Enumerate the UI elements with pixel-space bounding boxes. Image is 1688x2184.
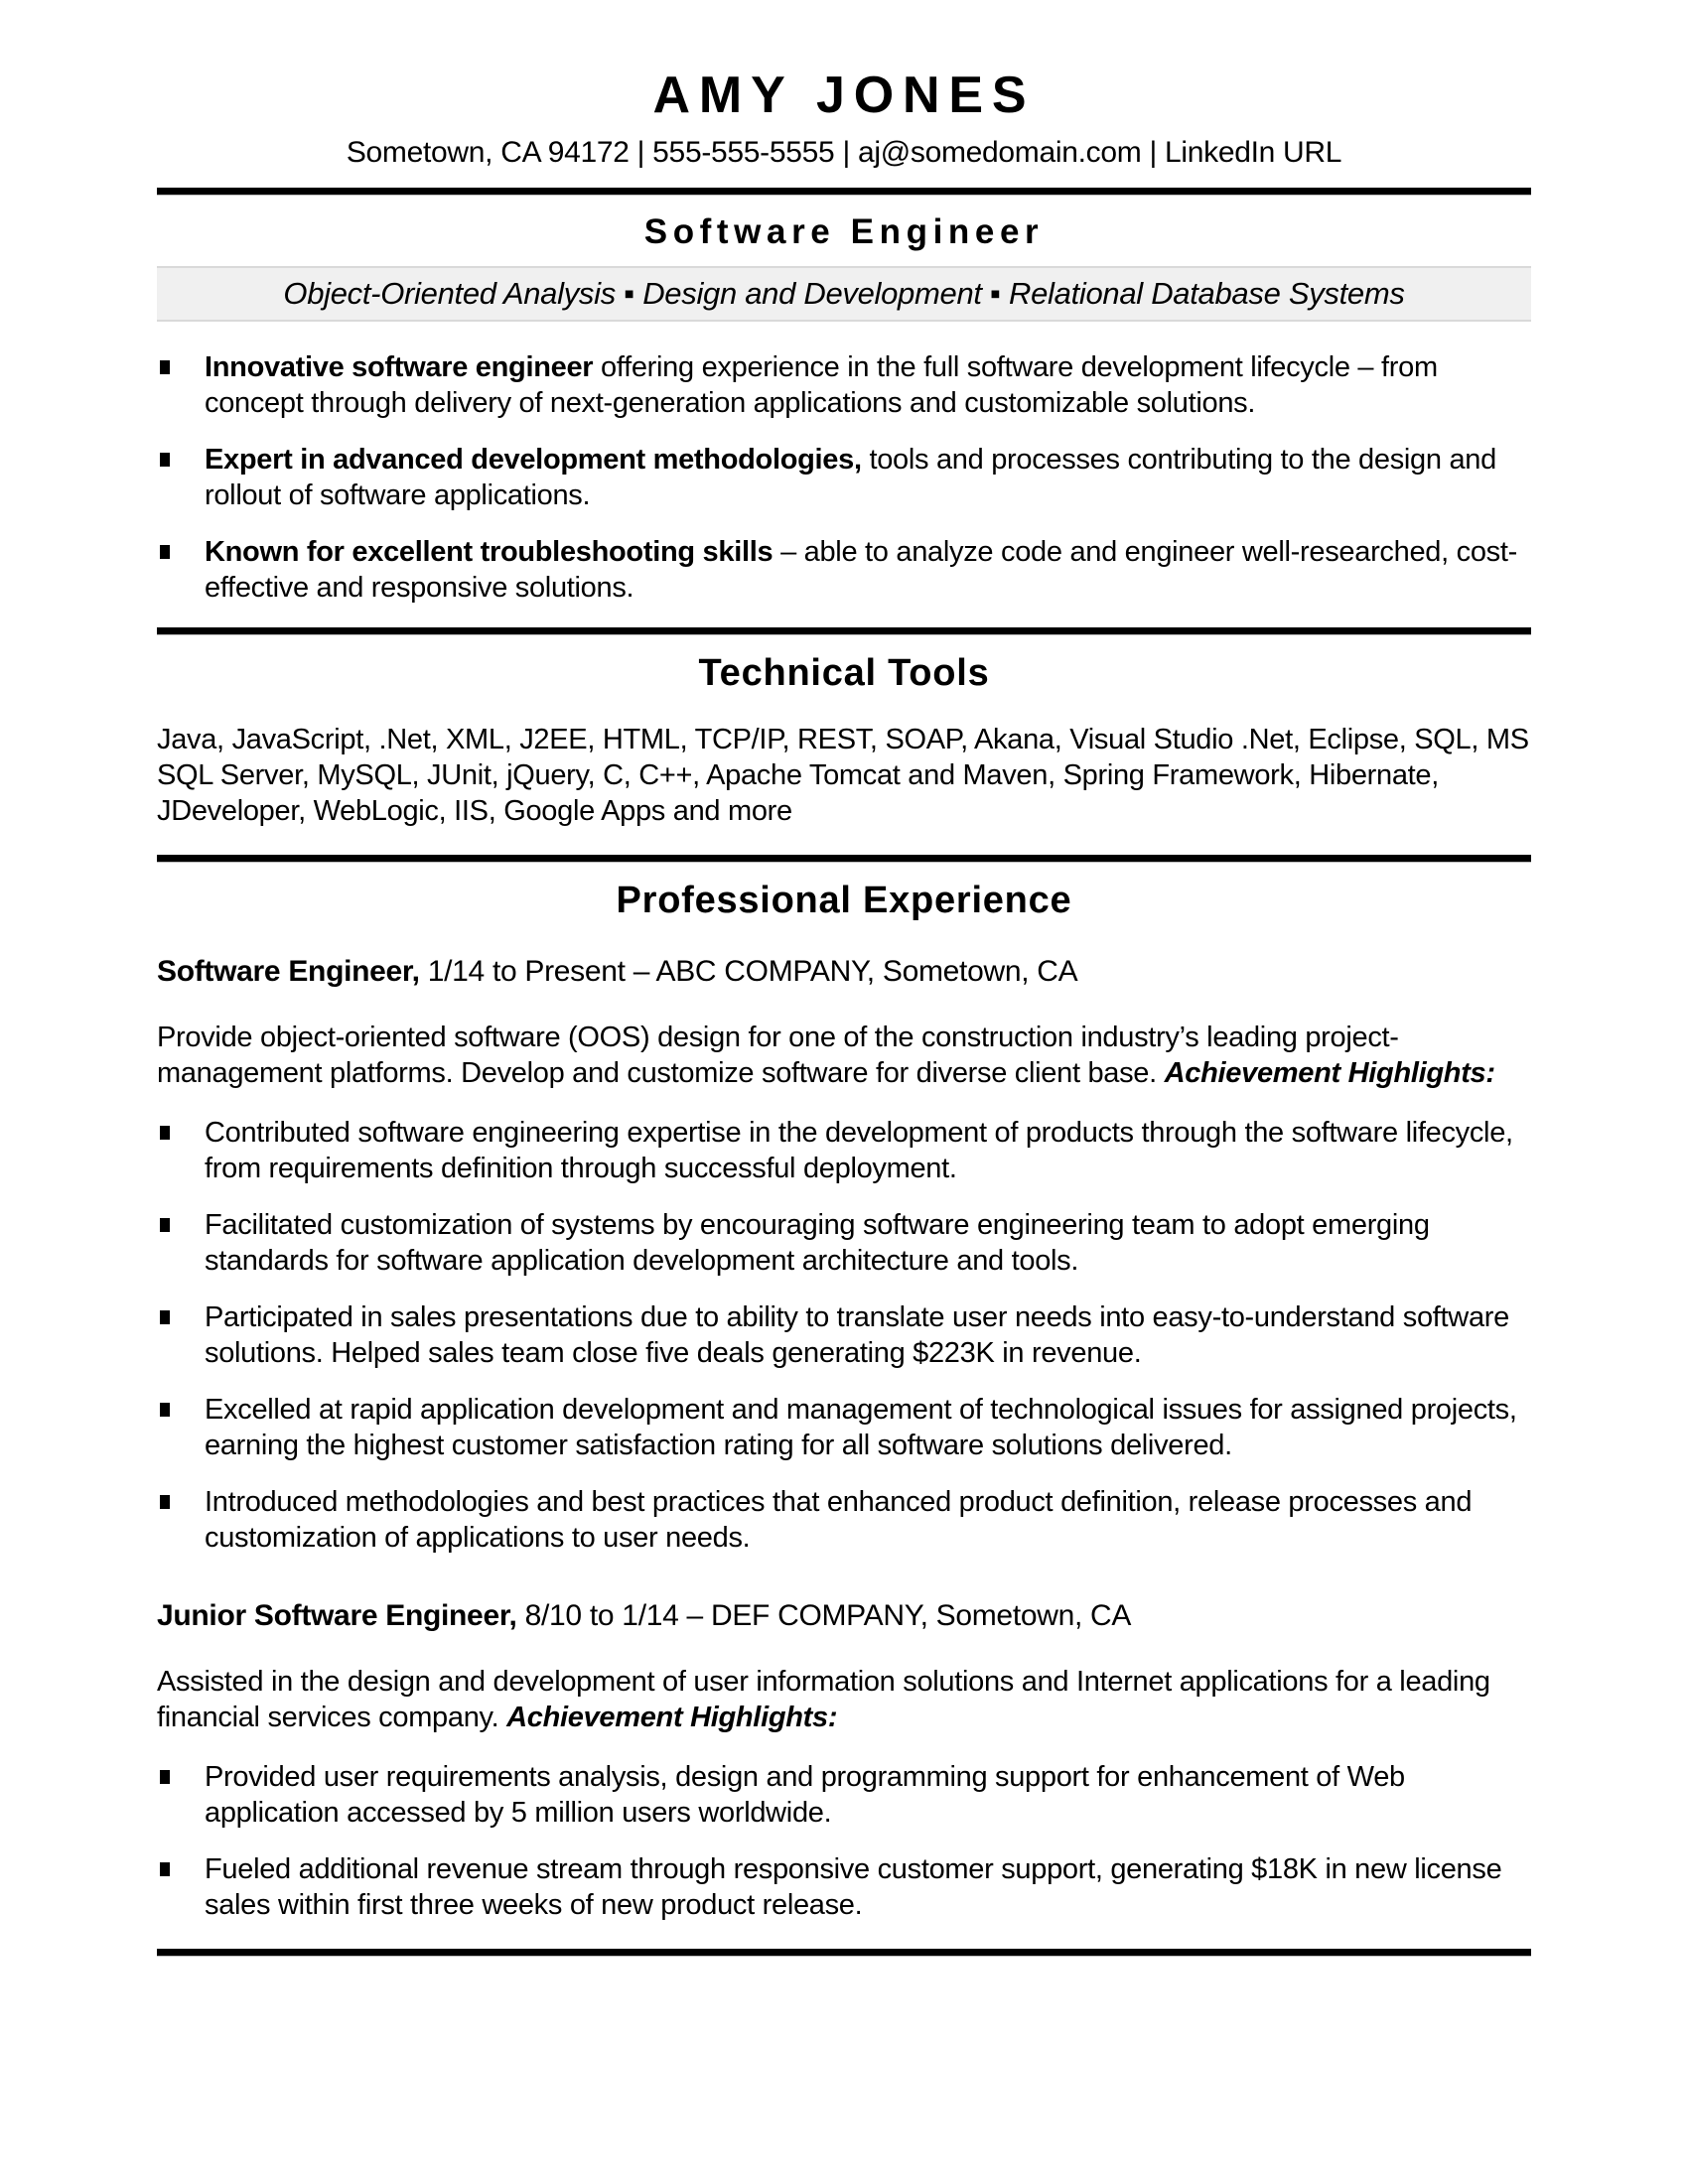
job-bullet xyxy=(157,1207,1531,1279)
job-bullet xyxy=(157,1392,1531,1463)
job-title-line: Software Engineer, 1/14 to Present – ABC COMPANY, Sometown, CA xyxy=(157,955,1078,988)
bullet-square-icon xyxy=(160,1403,170,1417)
job-bullet-text: Excelled at rapid application development and management of technological issues for assigned projects, earning the highest customer satisfaction rating for all software solutions delivered. xyxy=(205,1394,1517,1461)
job-description: Provide object-oriented software (OOS) design for one of the construction industry’s leading project- management platforms. Develop and customize software for diverse client base. Achievement Highlights: xyxy=(157,1022,1495,1089)
role-title: Software Engineer xyxy=(643,212,1045,251)
achievement-highlights-label: Achievement Highlights: xyxy=(1164,1057,1495,1089)
job-bullet xyxy=(157,1115,1531,1186)
horizontal-divider xyxy=(157,627,1531,635)
candidate-name: AMY JONES xyxy=(652,67,1036,124)
horizontal-divider xyxy=(157,855,1531,863)
bullet-square-icon xyxy=(160,1770,170,1784)
job-bullet xyxy=(157,1851,1531,1923)
summary-bullet-list xyxy=(157,349,1531,606)
summary-bullet xyxy=(157,534,1531,606)
job-bullet-text: Contributed software engineering expertise in the development of products through the software lifecycle, from requirements definition through successful deployment. xyxy=(205,1117,1513,1184)
job-bullet-text: Participated in sales presentations due to ability to translate user needs into easy-to-understand software solutions. Helped sales team close five deals generating $223K in revenue. xyxy=(205,1301,1509,1369)
summary-bullet-text: Known for excellent troubleshooting skills – able to analyze code and engineer well-researched, cost-effective and responsive solutions. xyxy=(205,536,1517,604)
job-bullet-text: Fueled additional revenue stream through responsive customer support, generating $18K in new license sales within first three weeks of new product release. xyxy=(205,1853,1502,1921)
horizontal-divider xyxy=(157,188,1531,196)
job-title-line: Junior Software Engineer, 8/10 to 1/14 – DEF COMPANY, Sometown, CA xyxy=(157,1599,1132,1632)
job-bullet xyxy=(157,1484,1531,1556)
job-bullet-list xyxy=(157,1759,1531,1923)
bullet-square-icon xyxy=(160,360,170,374)
bullet-square-icon xyxy=(160,1126,170,1140)
skills-banner: Object-Oriented Analysis ▪ Design and Development ▪ Relational Database Systems xyxy=(157,266,1531,322)
section-heading-technical-tools: Technical Tools xyxy=(698,652,990,694)
contact-line: Sometown, CA 94172 | 555-555-5555 | aj@somedomain.com | LinkedIn URL xyxy=(346,136,1342,169)
job-entry-abc-company xyxy=(157,953,1531,1556)
summary-bullet xyxy=(157,349,1531,421)
job-bullet-list xyxy=(157,1115,1531,1556)
job-bullet-text: Provided user requirements analysis, design and programming support for enhancement of Web application accessed by 5 million users worldwide. xyxy=(205,1761,1405,1829)
job-entry-def-company xyxy=(157,1597,1531,1923)
job-bullet-text: Introduced methodologies and best practices that enhanced product definition, release processes and customization of applications to user needs. xyxy=(205,1486,1473,1554)
summary-bullet-text: Expert in advanced development methodologies, tools and processes contributing to the design and rollout of software applications. xyxy=(205,444,1496,511)
job-description: Assisted in the design and development of user information solutions and Internet applications for a leading financial services company. Achievement Highlights: xyxy=(157,1666,1490,1733)
bullet-square-icon xyxy=(160,1862,170,1876)
summary-bullet-text: Innovative software engineer offering experience in the full software development lifecycle – from concept through delivery of next-generation applications and customizable solutions. xyxy=(205,351,1438,419)
bullet-square-icon xyxy=(160,1218,170,1232)
bullet-square-icon xyxy=(160,1310,170,1324)
bullet-square-icon xyxy=(160,545,170,559)
technical-tools-text: Java, JavaScript, .Net, XML, J2EE, HTML, TCP/IP, REST, SOAP, Akana, Visual Studio .Net, Eclipse, SQL, MS SQL Server, MySQL, JUnit, jQuery, C, C++, Apache Tomcat and Maven, Spring Framework, Hibernate, JDeveloper, WebLogic, IIS, Google Apps and more xyxy=(157,724,1529,827)
bullet-square-icon xyxy=(160,1495,170,1509)
achievement-highlights-label: Achievement Highlights: xyxy=(506,1702,838,1733)
section-heading-professional-experience: Professional Experience xyxy=(616,880,1072,921)
summary-bullet xyxy=(157,442,1531,513)
horizontal-divider xyxy=(157,1949,1531,1957)
job-bullet xyxy=(157,1299,1531,1371)
job-bullet xyxy=(157,1759,1531,1831)
job-bullet-text: Facilitated customization of systems by encouraging software engineering team to adopt emerging standards for software application development architecture and tools. xyxy=(205,1209,1430,1277)
bullet-square-icon xyxy=(160,453,170,467)
